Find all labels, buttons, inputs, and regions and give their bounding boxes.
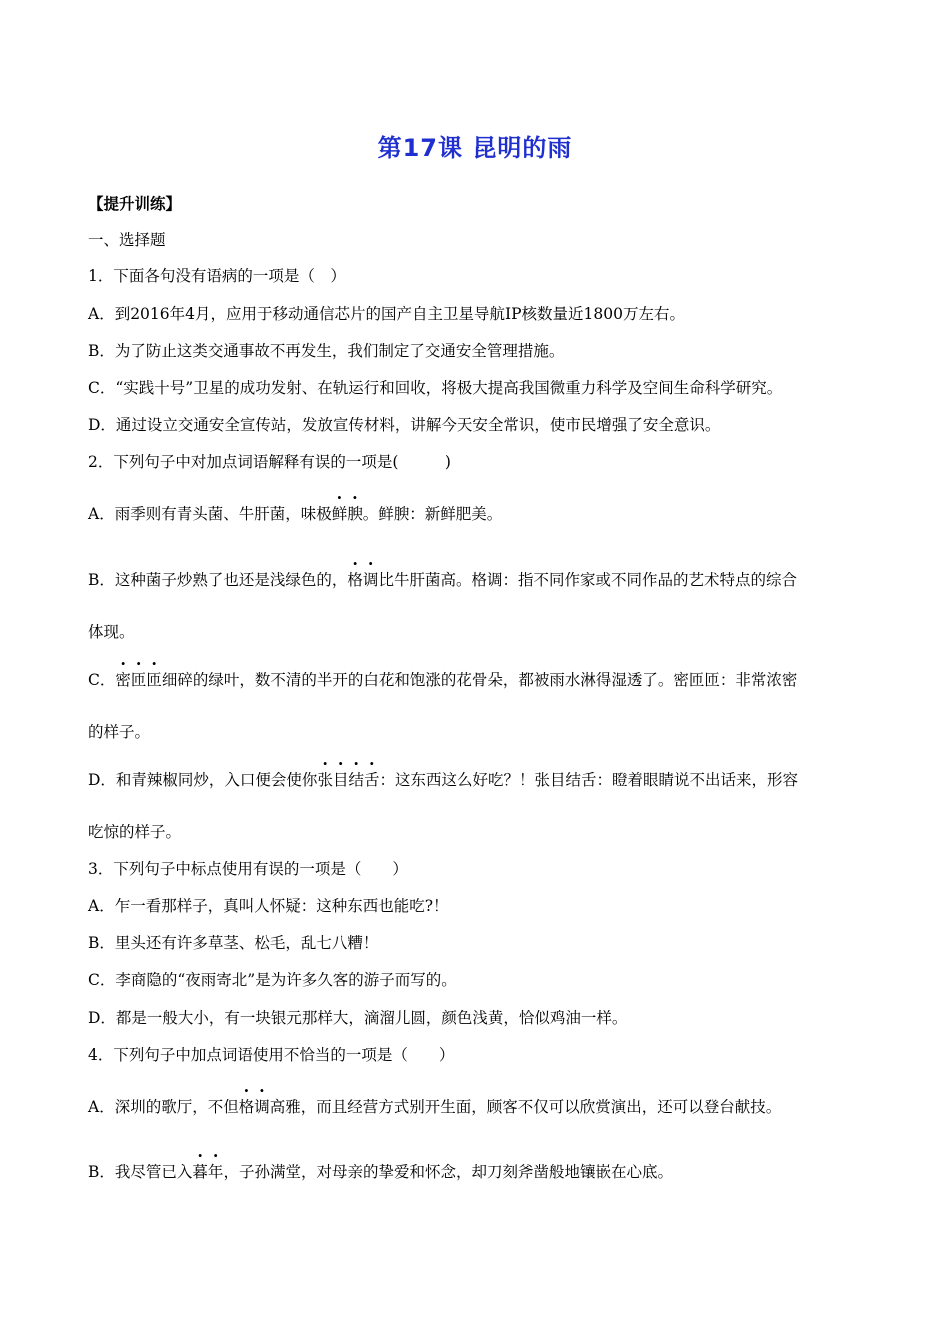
emphasis-char: 结 [348,771,364,789]
q2-option-c [88,670,797,690]
q2-c-prefix: C． [88,671,116,689]
emphasis-char: 舌 [363,771,380,789]
q2-a-prefix: A．雨季则有青头菌、牛肝菌，味极 [88,505,332,523]
q3-option-b: B．里头还有许多草茎、松毛，乱七八糟！ [88,934,379,952]
q2-option-d [88,770,798,790]
emphasis-char: 腴 [347,505,363,523]
emphasis-char: 张 [317,771,333,789]
emphasis-char: 格 [238,1098,255,1116]
emphasis-char: 暮 [192,1163,208,1181]
section-type [88,230,166,250]
q2-c-dotted-word [115,671,162,689]
q4-option-b [88,1162,673,1182]
emphasis-char: 调 [254,1098,270,1116]
section-header [88,194,181,214]
emphasis-char: 年 [207,1163,224,1181]
q2-option-b-cont: 体现。 [88,623,135,641]
q2-d-prefix: D．和青辣椒同炒，入口便会使你 [88,771,318,789]
q3-option-d: D．都是一般大小，有一块银元那样大，滴溜儿圆，颜色浅黄，恰似鸡油一样。 [88,1009,628,1027]
q3-option-c: C．李商隐的“夜雨寄北”是为许多久客的游子而写的。 [88,971,457,989]
q2-option-a [88,504,502,524]
q2-option-d-cont: 吃惊的样子。 [88,823,182,841]
q1-option-c: C．“实践十号”卫星的成功发射、在轨运行和回收，将极大提高我国微重力科学及空间生命科学研究。 [88,379,783,397]
q3-option-a: A．乍一看那样子，真叫人怀疑：这种东西也能吃?！ [88,897,449,915]
q1-option-a: A．到2016年4月，应用于移动通信芯片的国产自主卫星导航IP核数量近1800万左右。 [88,305,686,323]
q4-b-prefix: B．我尽管已入 [88,1163,193,1181]
q4-a-prefix: A．深圳的歌厅，不但 [88,1098,239,1116]
q1-option-d: D．通过设立交通安全宣传站，发放宣传材料，讲解今天安全常识，使市民增强了安全意识。 [88,416,721,434]
q4-b-dotted-word [192,1163,223,1181]
q2-option-c-cont: 的样子。 [88,723,151,741]
emphasis-char: 调 [362,571,379,589]
q2-a-suffix: 。鲜腴：新鲜肥美。 [362,505,503,523]
emphasis-char: 匝 [146,671,162,689]
q4-option-a [88,1097,781,1117]
q2-a-dotted-word [332,505,363,523]
emphasis-char: 鲜 [331,505,348,523]
q4-a-suffix: 高雅，而且经营方式别开生面，顾客不仅可以欣赏演出，还可以登台献技。 [269,1098,782,1116]
q4-stem: 4．下列句子中加点词语使用不恰当的一项是（ ） [88,1046,455,1064]
q2-b-prefix: B．这种菌子炒熟了也还是浅绿色的， [88,571,348,589]
q4-b-suffix: ，子孙满堂，对母亲的挚爱和怀念，却刀刻斧凿般地镶嵌在心底。 [223,1163,673,1181]
emphasis-char: 格 [347,571,363,589]
emphasis-char: 匝 [130,671,147,689]
section-type-text: 一、选择题 [88,231,166,249]
q2-option-b [88,570,797,590]
q2-c-suffix: 细碎的绿叶，数不清的半开的白花和饱涨的花骨朵，都被雨水淋得湿透了。密匝匝：非常浓密 [161,671,798,689]
q3-stem: 3．下列句子中标点使用有误的一项是（ ） [88,860,408,878]
emphasis-char: 目 [332,771,349,789]
q2-stem: 2．下列句子中对加点词语解释有误的一项是( ) [88,453,451,471]
q2-b-suffix: 比牛肝菌高。格调：指不同作家或不同作品的艺术特点的综合 [378,571,797,589]
q1-stem: 1．下面各句没有语病的一项是（ ） [88,267,346,285]
q2-d-dotted-word [317,771,379,789]
q1-option-b: B．为了防止这类交通事故不再发生，我们制定了交通安全管理措施。 [88,342,565,360]
emphasis-char: 密 [115,671,131,689]
lesson-title: 第17课 昆明的雨 [377,134,573,162]
q2-d-suffix: ：这东西这么好吃？！张目结舌：瞪着眼睛说不出话来，形容 [379,771,799,789]
q2-b-dotted-word [347,571,378,589]
section-header-text: 【提升训练】 [88,195,182,213]
q4-a-dotted-word [239,1098,270,1116]
